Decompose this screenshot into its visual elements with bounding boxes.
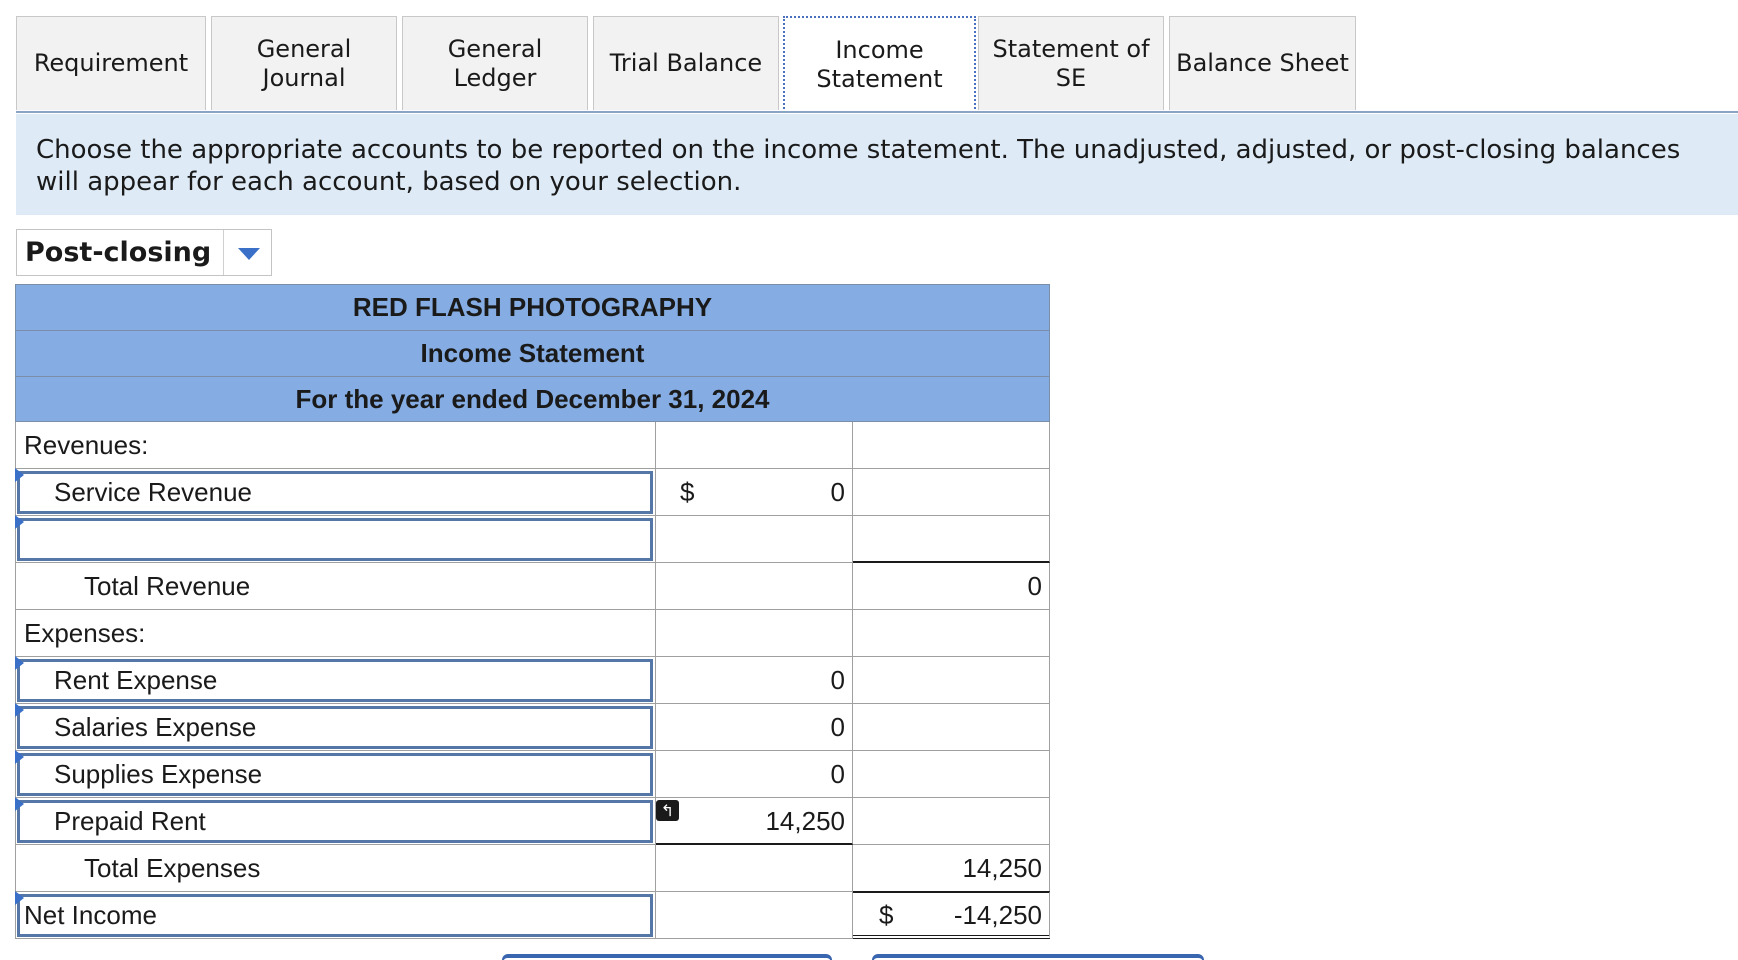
- tab-label: Statement of SE: [992, 34, 1150, 92]
- total-cell[interactable]: [853, 563, 1050, 610]
- tab-balance-sheet[interactable]: [1169, 16, 1356, 110]
- total-cell: [853, 469, 1050, 516]
- account-select-rent-expense[interactable]: [17, 659, 653, 702]
- amount-cell[interactable]: [656, 516, 853, 563]
- statement-title-text: Income Statement: [420, 338, 645, 368]
- tab-label: Balance Sheet: [1176, 49, 1349, 77]
- tab-statement-of-se[interactable]: [978, 16, 1164, 110]
- instructions-text: Choose the appropriate accounts to be reported on the income statement. The unadjusted, adjusted, or post-closing balances will appear for each account, based on your selection.: [36, 135, 1681, 197]
- total-cell: [853, 751, 1050, 798]
- table-row: [15, 704, 1050, 751]
- account-select-prepaid-rent[interactable]: [17, 800, 653, 843]
- amount-cell: [656, 610, 853, 657]
- table-row: [15, 563, 1050, 610]
- label-cell: [15, 892, 656, 939]
- account-select-supplies-expense[interactable]: [17, 753, 653, 796]
- label-cell: [15, 798, 656, 845]
- label-cell: [15, 516, 656, 563]
- total-cell: [853, 516, 1050, 563]
- table-row: [15, 657, 1050, 704]
- balance-type-value: Post-closing: [25, 237, 212, 268]
- income-statement-table: [15, 284, 1050, 939]
- label-cell: [15, 751, 656, 798]
- triangle-flag-icon: [15, 656, 24, 670]
- account-name: Service Revenue: [54, 477, 252, 507]
- account-select-net-income[interactable]: [17, 894, 653, 937]
- total-cell: [853, 610, 1050, 657]
- total-cell[interactable]: [853, 845, 1050, 892]
- total-cell: [853, 798, 1050, 845]
- company-name: [15, 284, 1050, 330]
- company-name-text: RED FLASH PHOTOGRAPHY: [352, 292, 713, 322]
- triangle-flag-icon: [15, 797, 24, 811]
- label-cell: [15, 469, 656, 516]
- account-select-salaries-expense[interactable]: [17, 706, 653, 749]
- amount-value: 0: [830, 665, 845, 695]
- tab-general-journal[interactable]: [211, 16, 397, 110]
- triangle-flag-icon: [15, 703, 24, 717]
- account-name: Rent Expense: [54, 665, 218, 695]
- instructions-panel: [16, 114, 1738, 215]
- amount-value: 0: [830, 759, 845, 789]
- triangle-flag-icon: [15, 515, 24, 529]
- dropdown-toggle[interactable]: [223, 230, 272, 275]
- net-income-label: Net Income: [24, 900, 157, 930]
- table-row: [15, 469, 1050, 516]
- table-row: [15, 892, 1050, 939]
- total-cell: [853, 704, 1050, 751]
- total-revenue-value: 0: [1027, 571, 1042, 601]
- tab-label: General Ledger: [447, 34, 543, 92]
- chevron-down-icon: [238, 248, 260, 260]
- table-row: [15, 751, 1050, 798]
- triangle-flag-icon: [15, 891, 24, 905]
- triangle-flag-icon: [15, 468, 24, 482]
- account-select-empty[interactable]: [17, 518, 653, 561]
- amount-cell: [656, 845, 853, 892]
- amount-cell: [656, 563, 853, 610]
- amount-cell[interactable]: [656, 469, 853, 516]
- tab-trial-balance[interactable]: [593, 16, 779, 110]
- table-row: [15, 798, 1050, 845]
- tab-label: Requirement: [33, 49, 189, 77]
- table-row: [15, 610, 1050, 657]
- account-select-service-revenue[interactable]: [17, 471, 653, 514]
- total-expenses-label: Total Expenses: [84, 853, 261, 883]
- amount-cell: [656, 892, 853, 939]
- amount-value: 0: [830, 712, 845, 742]
- statement-title: [15, 330, 1050, 376]
- tab-label: Trial Balance: [609, 49, 763, 77]
- total-cell: [853, 657, 1050, 704]
- amount-cell[interactable]: [656, 657, 853, 704]
- undo-arrow-icon[interactable]: ↰: [656, 800, 679, 821]
- tab-divider: [16, 111, 1738, 113]
- net-income-value: -14,250: [953, 900, 1042, 930]
- total-cell: [853, 422, 1050, 469]
- amount-cell[interactable]: [656, 751, 853, 798]
- tab-requirement[interactable]: [16, 16, 206, 110]
- currency-symbol: $: [879, 900, 894, 930]
- tab-label: Income Statement: [816, 35, 943, 93]
- statement-period-text: For the year ended December 31, 2024: [295, 383, 770, 414]
- label-cell: [15, 845, 656, 892]
- label-cell: [15, 704, 656, 751]
- total-revenue-label: Total Revenue: [84, 571, 251, 601]
- label-cell: [15, 657, 656, 704]
- table-row: [15, 516, 1050, 563]
- total-cell[interactable]: [853, 891, 1050, 939]
- amount-cell[interactable]: [656, 704, 853, 751]
- label-cell: [15, 610, 656, 657]
- label-cell: [15, 563, 656, 610]
- previous-button[interactable]: [502, 954, 832, 960]
- table-row: [15, 422, 1050, 469]
- balance-type-dropdown[interactable]: [16, 229, 272, 276]
- account-name: Supplies Expense: [54, 759, 263, 789]
- triangle-flag-icon: [15, 750, 24, 764]
- tab-income-statement[interactable]: [783, 16, 976, 113]
- total-expenses-value: 14,250: [962, 853, 1042, 883]
- amount-cell: [656, 422, 853, 469]
- expenses-label: Expenses:: [24, 618, 146, 648]
- account-name: Prepaid Rent: [54, 806, 206, 836]
- amount-cell[interactable]: [656, 798, 853, 845]
- tab-general-ledger[interactable]: [402, 16, 588, 110]
- table-row: [15, 845, 1050, 892]
- amount-value: 0: [830, 477, 845, 507]
- label-cell: [15, 422, 656, 469]
- account-name: Salaries Expense: [54, 712, 257, 742]
- currency-symbol: $: [680, 477, 695, 507]
- revenues-label: Revenues:: [24, 430, 149, 460]
- next-button[interactable]: [872, 954, 1204, 960]
- amount-value: 14,250: [765, 806, 845, 836]
- tab-label: General Journal: [256, 34, 352, 92]
- statement-period: [15, 376, 1050, 422]
